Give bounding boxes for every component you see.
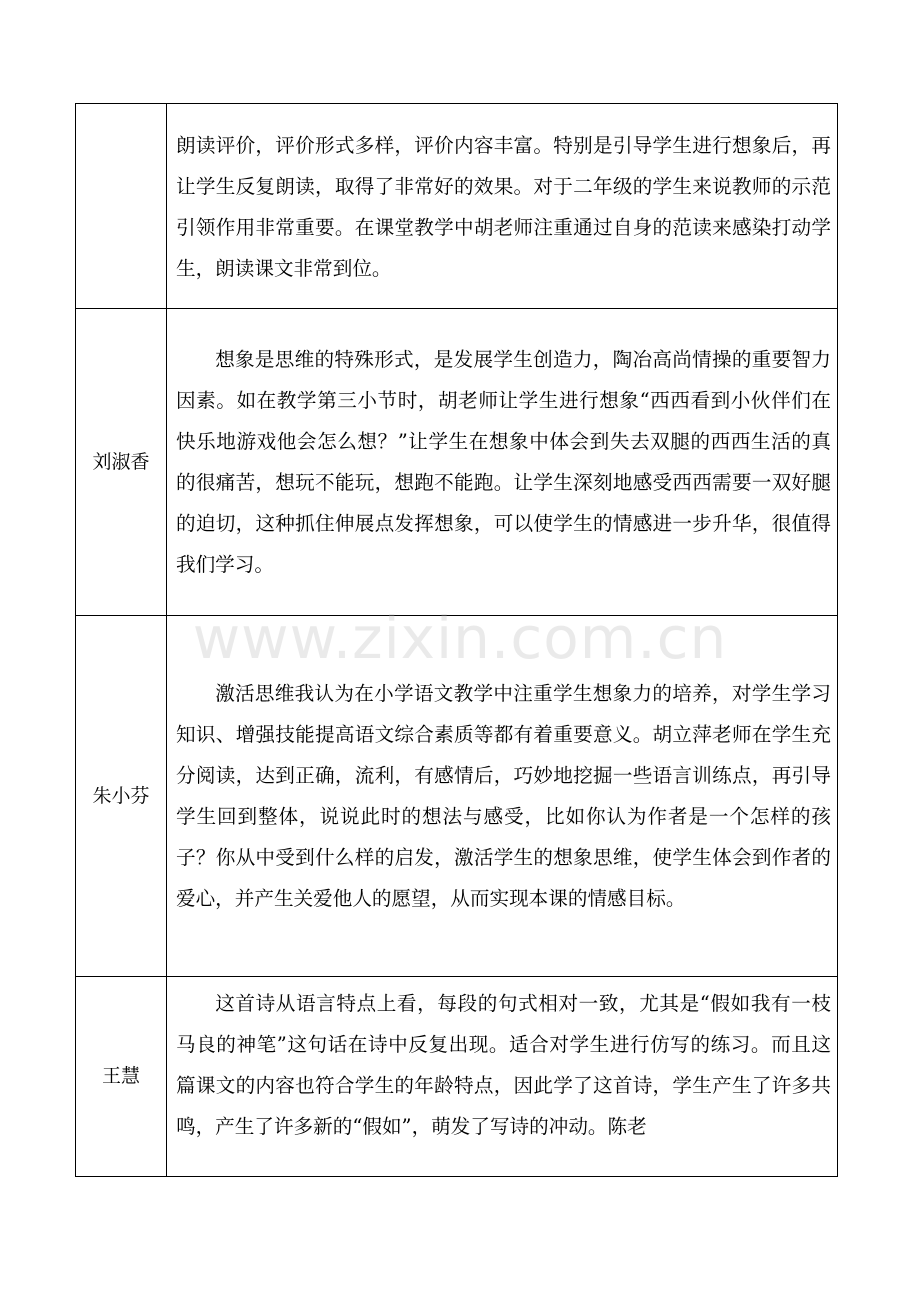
table-row <box>76 309 838 616</box>
reviewer-name: 朱小芬 <box>92 784 150 807</box>
comment-cell <box>167 616 838 977</box>
comment-text: 激活思维我认为在小学语文教学中注重学生想象力的培养，对学生学习知识、增强技能提高语文综合素质等都有着重要意义。胡立萍老师在学生充分阅读，达到正确，流利，有感情后，巧妙地挖掘一些语言训练点，再引导学生回到整体，说说此时的想法与感受，比如你认为作者是一个怎样的孩子？你从中受到什么样的启发，激活学生的想象思维，使学生体会到作者的爱心，并产生关爱他人的愿望，从而实现本课的情感目标。 <box>176 682 831 910</box>
table-row <box>76 616 838 977</box>
comment-cell <box>167 104 838 309</box>
watermark: www.zixin.com.cn <box>192 604 728 672</box>
comment-text: 这首诗从语言特点上看，每段的句式相对一致，尤其是“假如我有一枝马良的神笔”这句话在诗中反复出现。适合对学生进行仿写的练习。而且这篇课文的内容也符合学生的年龄特点，因此学了这首诗，学生产生了许多共鸣，产生了许多新的“假如”，萌发了写诗的冲动。陈老 <box>176 992 831 1138</box>
comment-cell <box>167 309 838 616</box>
reviewer-name-cell <box>76 309 167 616</box>
comment-cell <box>167 977 838 1177</box>
reviewer-name-cell <box>76 977 167 1177</box>
reviewer-name-cell <box>76 616 167 977</box>
table-row <box>76 977 838 1177</box>
comment-text: 想象是思维的特殊形式，是发展学生创造力，陶冶高尚情操的重要智力因素。如在教学第三小节时，胡老师让学生进行想象“西西看到小伙伴们在快乐地游戏他会怎么想？”让学生在想象中体会到失去双腿的西西生活的真的很痛苦，想玩不能玩，想跑不能跑。让学生深刻地感受西西需要一双好腿的迫切，这种抓住伸展点发挥想象，可以使学生的情感进一步升华，很值得我们学习。 <box>176 348 831 576</box>
table-row <box>76 104 838 309</box>
reviewer-name: 王慧 <box>101 1065 140 1088</box>
reviewer-name: 刘淑香 <box>92 450 150 473</box>
reviewer-name-cell <box>76 104 167 309</box>
comment-text: 朗读评价，评价形式多样，评价内容丰富。特别是引导学生进行想象后，再让学生反复朗读，取得了非常好的效果。对于二年级的学生来说教师的示范引领作用非常重要。在课堂教学中胡老师注重通过自身的范读来感染打动学生，朗读课文非常到位。 <box>176 134 831 280</box>
evaluation-table <box>75 103 838 1177</box>
